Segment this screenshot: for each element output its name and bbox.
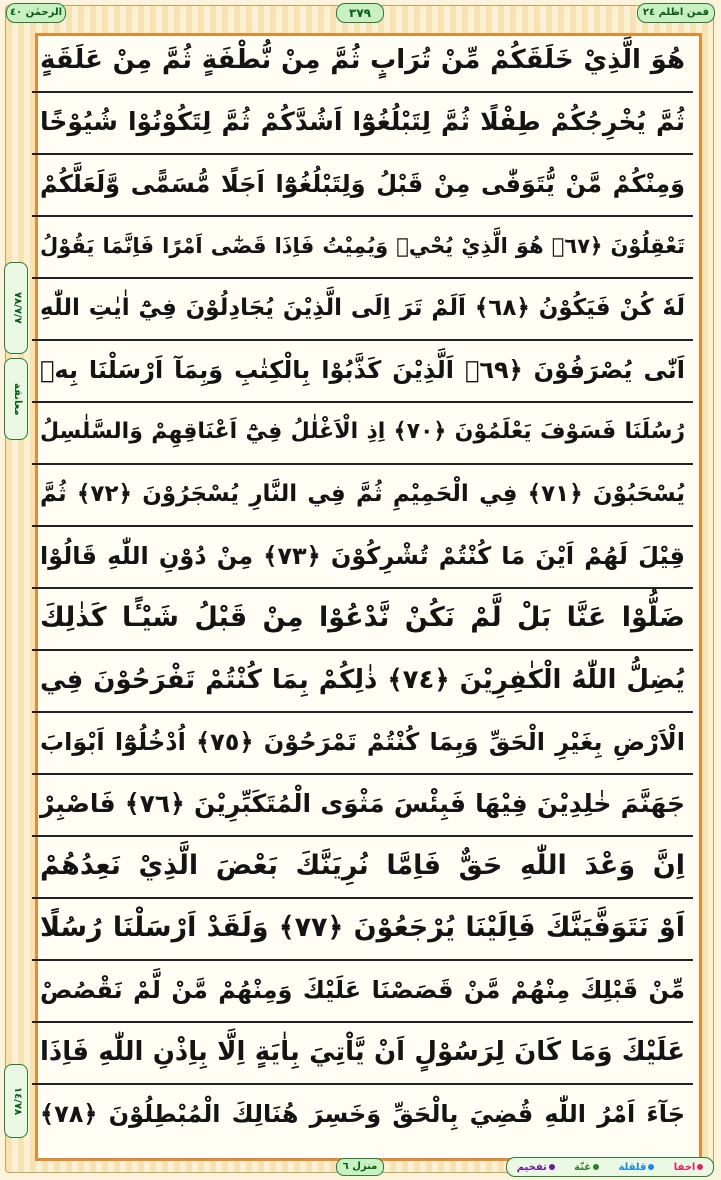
text-line: يُسْحَبُوْنَ ﴿٧١﴾ فِي الْحَمِيْمِ ثُمَّ فِي النَّارِ يُسْجَرُوْنَ ﴿٧٢﴾ ثُمَّ	[32, 464, 693, 527]
legend-dot-icon	[648, 1164, 654, 1170]
muanaqah-marker: معانقة	[4, 358, 28, 440]
legend-item: تفخيم	[517, 1162, 555, 1173]
legend-item: قلقلة	[618, 1162, 654, 1173]
manzil-badge: منزل ٦	[336, 1158, 384, 1176]
juz-name-badge: فمن اظلم ٢٤	[637, 3, 715, 23]
text-line: قِيْلَ لَهُمْ اَيْنَ مَا كُنْتُمْ تُشْرِكُوْنَ ﴿٧٣﴾ مِنْ دُوْنِ اللّٰهِ قَالُوْا	[32, 526, 693, 589]
legend-dot-icon	[593, 1164, 599, 1170]
text-line: ضَلُّوْا عَنَّا بَلْ لَّمْ نَكُنْ نَّدْعُوْا مِنْ قَبْلُ شَيْـًٔا كَذٰلِكَ	[32, 588, 693, 651]
legend-dot-icon	[549, 1164, 555, 1170]
text-line: اِنَّ وَعْدَ اللّٰهِ حَقٌّ فَاِمَّا نُرِيَنَّكَ بَعْضَ الَّذِيْ نَعِدُهُمْ	[32, 836, 693, 899]
ruku-marker-top: ٧٨/٧/٧	[4, 262, 28, 354]
legend-dot-icon	[697, 1164, 703, 1170]
text-line: ثُمَّ يُخْرِجُكُمْ طِفْلًا ثُمَّ لِتَبْلُغُوْٓا اَشُدَّكُمْ ثُمَّ لِتَكُوْنُوْا شُيُوْخًا	[32, 92, 693, 155]
quran-text-block	[32, 30, 693, 1152]
text-line: جَآءَ اَمْرُ اللّٰهِ قُضِيَ بِالْحَقِّ وَخَسِرَ هُنَالِكَ الْمُبْطِلُوْنَ ﴿٧٨﴾	[40, 1100, 685, 1128]
page-number-badge: ٣٧٩	[336, 3, 384, 23]
text-line: لَهٗ كُنْ فَيَكُوْنُ ﴿٦٨﴾ اَلَمْ تَرَ اِلَى الَّذِيْنَ يُجَادِلُوْنَ فِيْٓ اٰيٰتِ اللّٰهِ	[32, 278, 693, 341]
surah-name-badge: الرحمٰن ٤٠	[6, 3, 66, 23]
text-line: الْاَرْضِ بِغَيْرِ الْحَقِّ وَبِمَا كُنْتُمْ تَمْرَحُوْنَ ﴿٧٥﴾ اُدْخُلُوْٓا اَبْوَابَ	[32, 712, 693, 775]
legend-item: غنّة	[574, 1162, 599, 1173]
text-line: يُضِلُّ اللّٰهُ الْكٰفِرِيْنَ ﴿٧٤﴾ ذٰلِكُمْ بِمَا كُنْتُمْ تَفْرَحُوْنَ فِي	[32, 650, 693, 713]
text-line: مِّنْ قَبْلِكَ مِنْهُمْ مَّنْ قَصَصْنَا عَلَيْكَ وَمِنْهُمْ مَّنْ لَّمْ نَقْصُصْ	[32, 960, 693, 1023]
legend-item: اخفا	[674, 1162, 704, 1173]
text-line: عَلَيْكَ وَمَا كَانَ لِرَسُوْلٍ اَنْ يَّاْتِيَ بِاٰيَةٍ اِلَّا بِاِذْنِ اللّٰهِ فَاِذَا	[32, 1022, 693, 1085]
text-line: رُسُلَنَا فَسَوْفَ يَعْلَمُوْنَ ﴿٧٠﴾ اِذِ الْاَغْلٰلُ فِيْٓ اَعْنَاقِهِمْ وَالسَّلٰسِلُ	[32, 402, 693, 465]
text-line: وَمِنْكُمْ مَّنْ يُّتَوَفّٰى مِنْ قَبْلُ وَلِتَبْلُغُوْٓا اَجَلًا مُّسَمًّى وَّلَعَلَّكُمْ	[32, 154, 693, 217]
text-line: اَنّٰى يُصْرَفُوْنَ ﴿٦٩﴾ اَلَّذِيْنَ كَذَّبُوْا بِالْكِتٰبِ وَبِمَآ اَرْسَلْنَا بِهٖ	[32, 340, 693, 403]
ruku-marker-bottom: ١٤/٧٨	[4, 1064, 28, 1138]
text-line: اَوْ نَتَوَفَّيَنَّكَ فَاِلَيْنَا يُرْجَعُوْنَ ﴿٧٧﴾ وَلَقَدْ اَرْسَلْنَا رُسُلًا	[32, 898, 693, 961]
text-line: هُوَ الَّذِيْ خَلَقَكُمْ مِّنْ تُرَابٍ ثُمَّ مِنْ نُّطْفَةٍ ثُمَّ مِنْ عَلَقَةٍ	[32, 30, 693, 93]
text-line: تَعْقِلُوْنَ ﴿٦٧﴾ هُوَ الَّذِيْ يُحْيٖ وَيُمِيْتُ فَاِذَا قَضٰٓى اَمْرًا فَاِنَّمَا يَقُوْلُ	[32, 216, 693, 279]
tajweed-legend	[506, 1157, 714, 1177]
text-line: جَهَنَّمَ خٰلِدِيْنَ فِيْهَا فَبِئْسَ مَثْوَى الْمُتَكَبِّرِيْنَ ﴿٧٦﴾ فَاصْبِرْ	[32, 774, 693, 837]
